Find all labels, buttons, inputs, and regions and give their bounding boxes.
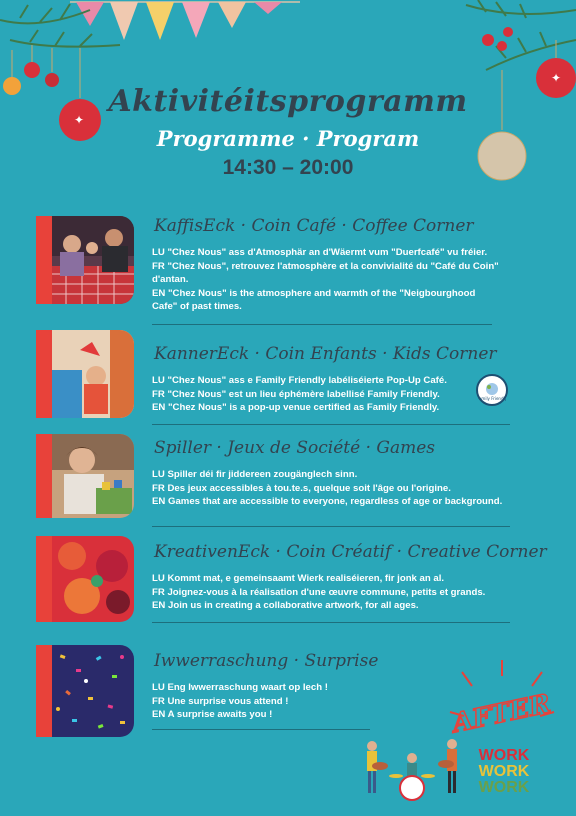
separator-line: [152, 424, 510, 425]
after-label: AFTER: [449, 689, 554, 740]
description-line-en: EN "Chez Nous" is a pop-up venue certified as Family Friendly.: [152, 402, 440, 413]
description-line-fr: FR Une surprise vous attend !: [152, 695, 289, 707]
description-line-en: EN "Chez Nous" is the atmosphere and warmth of the "Neigbourghood: [152, 287, 476, 299]
afterwork-logo: [442, 656, 562, 806]
svg-text:✦: ✦: [74, 113, 85, 127]
description-line-fr: FR Joignez-vous à la réalisation d'une œuvre commune, petits et grands.: [152, 586, 486, 598]
description-line-lu: LU "Chez Nous" ass d'Atmosphär an d'Wäermt vum "Duerfcafé" vu fréier.: [152, 247, 488, 258]
family-friendly-logo-icon: [478, 376, 506, 404]
activity-description: [152, 468, 502, 509]
description-line-fr: FR "Chez Nous", retrouvez l'atmosphère et la convivialité du "Café du Coin": [152, 260, 499, 272]
svg-text:Family Friendly: Family Friendly: [478, 396, 506, 401]
description-line-lu: LU "Chez Nous" ass e Family Friendly labéliséierte Pop-Up Café.: [152, 375, 447, 386]
svg-text:✦: ✦: [551, 71, 562, 85]
description-line-en: EN Games that are accessible to everyone, regardless of age or background.: [152, 496, 503, 507]
activity-title: KreativenEck · Coin Créatif · Creative Corner: [154, 542, 547, 562]
family-friendly-badge: [476, 374, 508, 406]
activity-title: KaffisEck · Coin Café · Coffee Corner: [154, 216, 474, 236]
page-title: Aktivitéitsprogramm: [108, 84, 468, 119]
work-label-1: WORK: [478, 747, 530, 764]
coffee-corner-photo: [36, 216, 134, 304]
activity-description: [152, 246, 499, 314]
description-line-lu: LU Spiller déi fir jiddereen zougänglech sinn.: [152, 469, 358, 480]
event-time: 14:30 – 20:00: [222, 156, 354, 179]
description-line-fr: FR Des jeux accessibles à tou.te.s, quelque soit l'âge ou l'origine.: [152, 482, 451, 494]
separator-line: [152, 324, 492, 325]
description-line-lu: LU Eng Iwwerraschung waart op Iech !: [152, 682, 328, 693]
separator-line: [152, 526, 510, 527]
creative-corner-photo: [36, 536, 134, 622]
games-photo: [36, 434, 134, 518]
activity-title: Iwwerraschung · Surprise: [154, 651, 379, 671]
activity-description: [152, 572, 485, 613]
description-line-fr: FR "Chez Nous" est un lieu éphémère labellisé Family Friendly.: [152, 388, 440, 400]
surprise-photo: [36, 645, 134, 737]
description-line-lu: LU Kommt mat, e gemeinsaamt Wierk realiséieren, fir jonk an al.: [152, 573, 445, 584]
activity-title: Spiller · Jeux de Société · Games: [154, 438, 436, 458]
work-label-3: WORK: [478, 779, 530, 796]
description-line-en: EN A surprise awaits you !: [152, 709, 273, 720]
description-line-en: EN Join us in creating a collaborative artwork, for all ages.: [152, 600, 419, 611]
activity-description: [152, 374, 447, 415]
kids-corner-photo: [36, 330, 134, 418]
activity-description: [152, 681, 328, 722]
separator-line: [152, 729, 370, 730]
separator-line: [152, 622, 510, 623]
work-label-2: WORK: [478, 763, 530, 780]
page-subtitle: Programme · Program: [156, 126, 420, 151]
description-line-fr-cont: d'antan.: [152, 274, 189, 285]
description-line-en-cont: Cafe" of past times.: [152, 301, 242, 312]
activity-title: KannerEck · Coin Enfants · Kids Corner: [154, 344, 497, 364]
